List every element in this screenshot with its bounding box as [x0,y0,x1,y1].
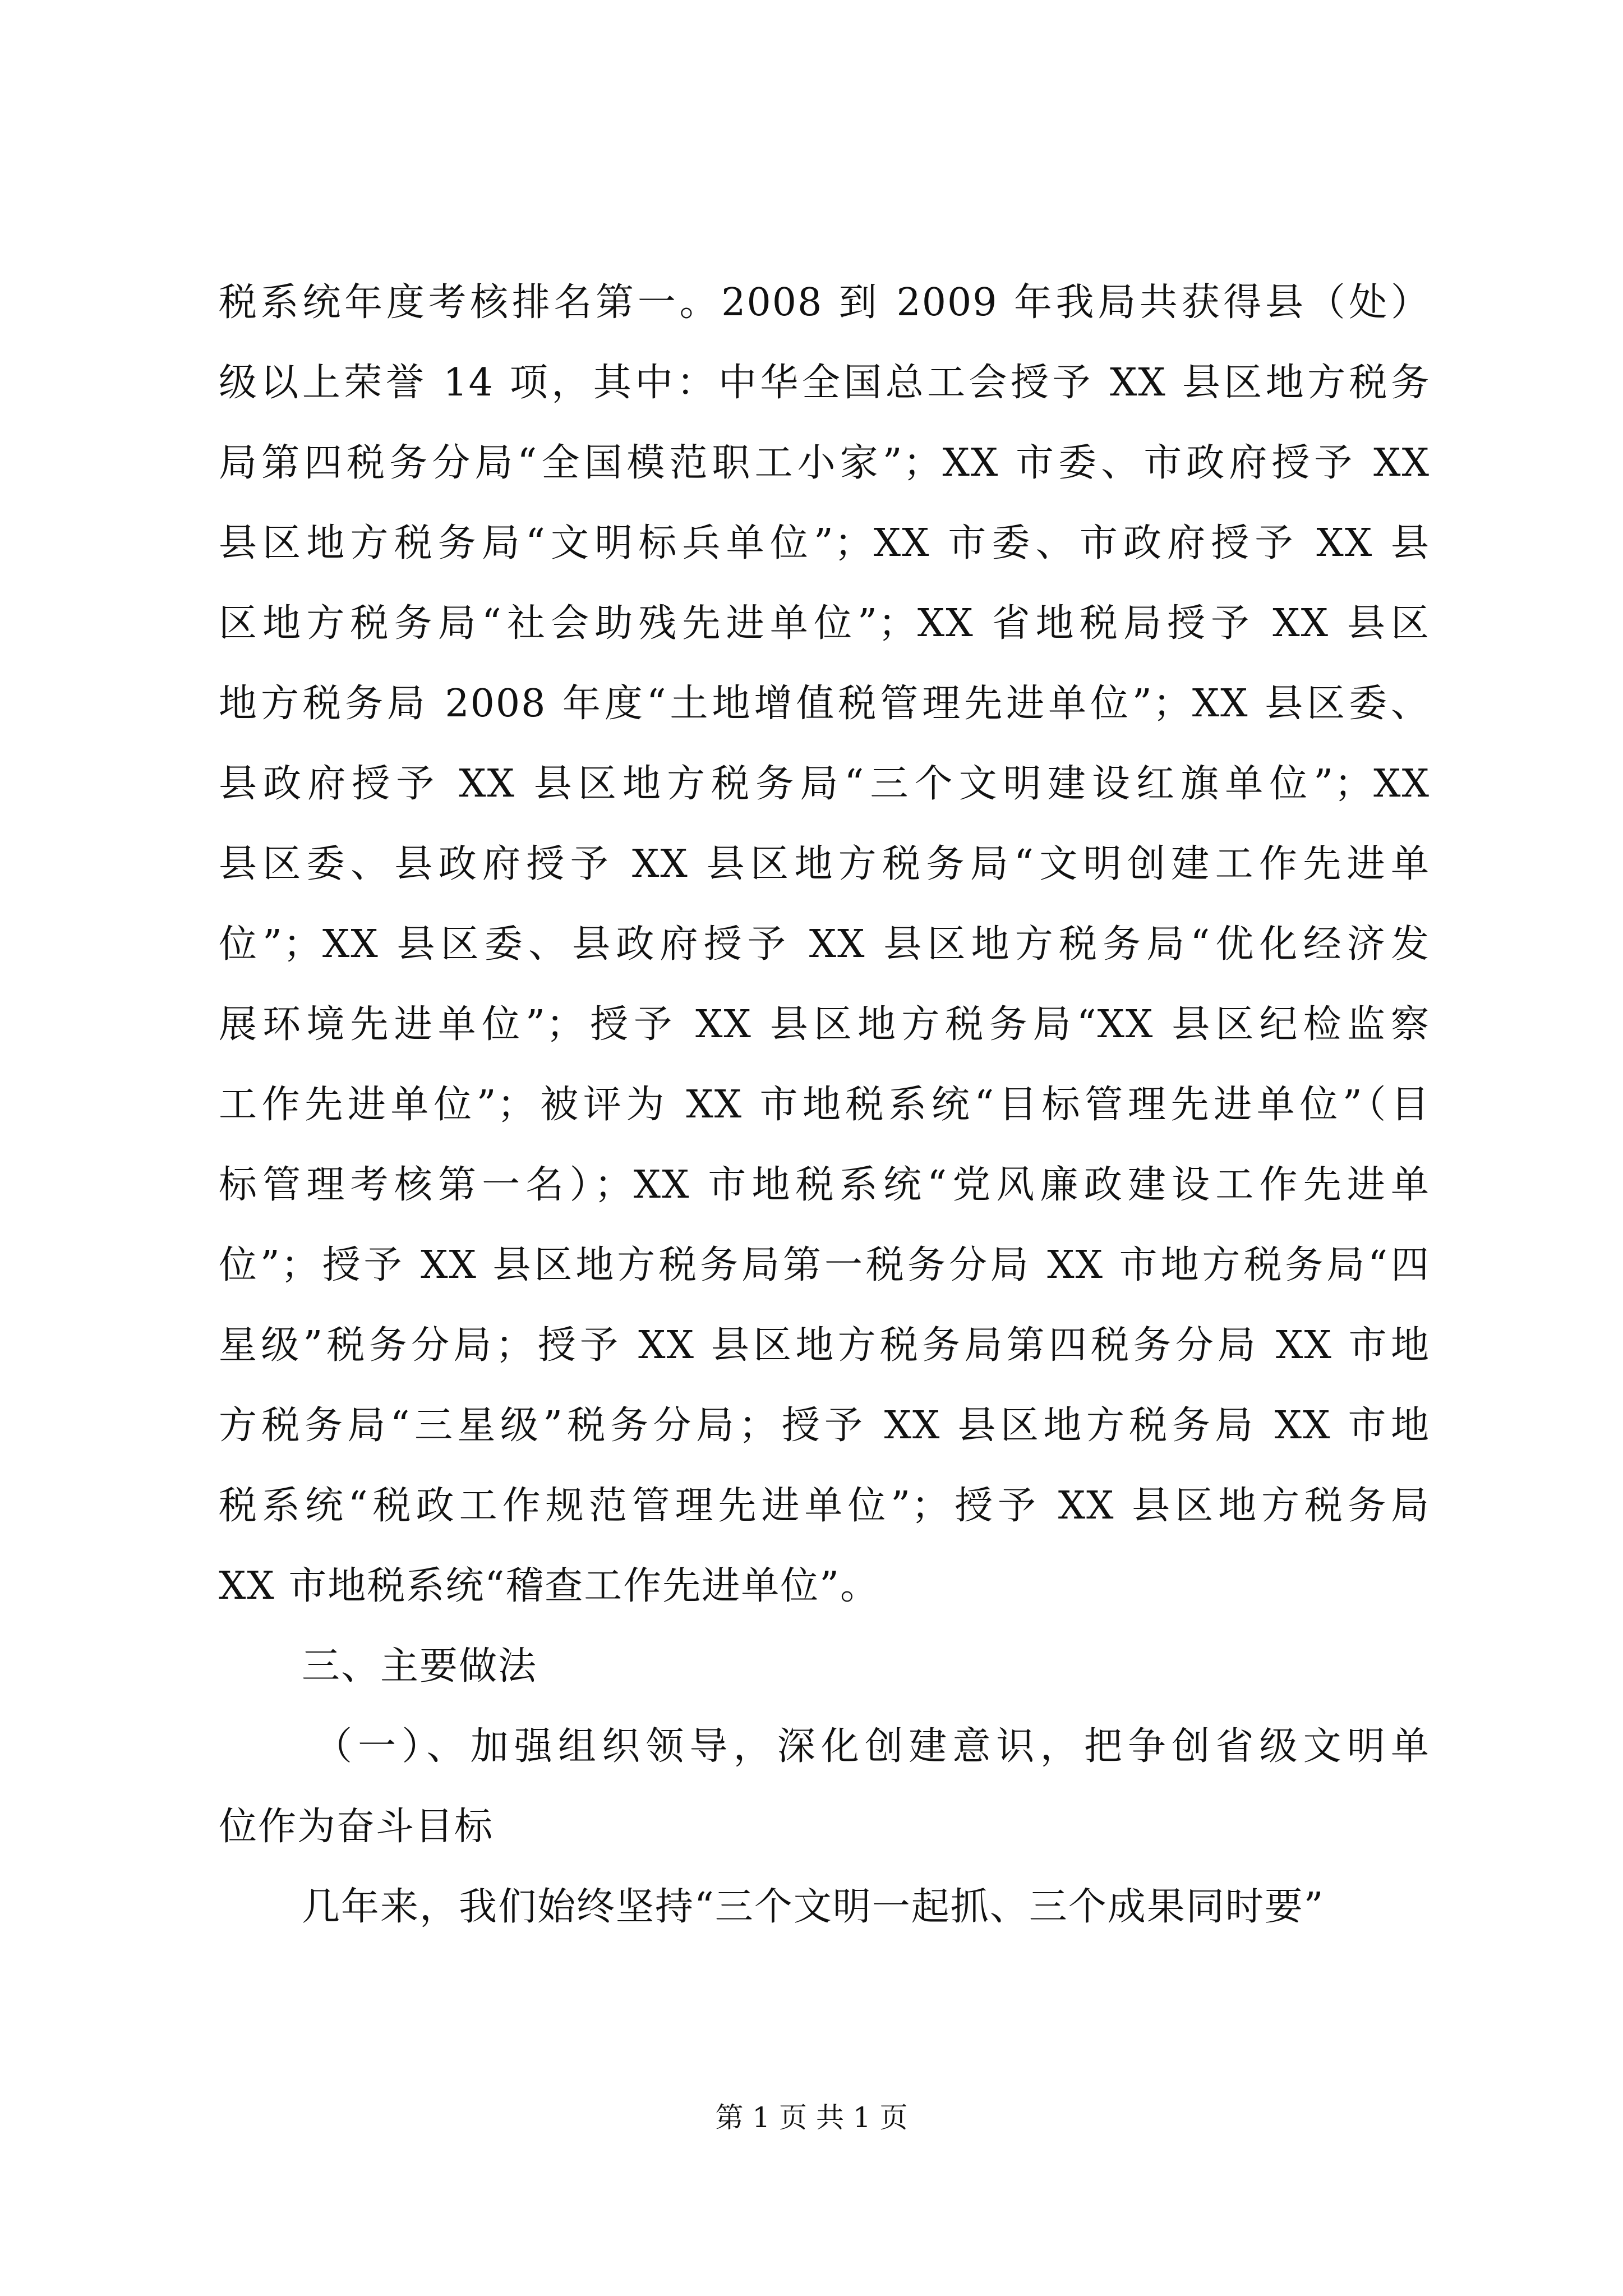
text-line: 级以上荣誉 14 项，其中：中华全国总工会授予 XX 县区地方税务 [219,361,1430,405]
text-line: 县区地方税务局“文明标兵单位”；XX 市委、市政府授予 XX 县 [219,521,1430,565]
text-line: 县区委、县政府授予 XX 县区地方税务局“文明创建工作先进单 [219,842,1430,886]
text-line: 位”；授予 XX 县区地方税务局第一税务分局 XX 市地方税务局“四 [219,1243,1430,1287]
text-line: 工作先进单位”；被评为 XX 市地税系统“目标管理先进单位”（目 [219,1083,1430,1127]
document-body [219,263,1430,1947]
text-line: 县政府授予 XX 县区地方税务局“三个文明建设红旗单位”；XX [219,762,1430,806]
text-line: 方税务局“三星级”税务分局；授予 XX 县区地方税务局 XX 市地 [219,1404,1430,1448]
page-footer: 第 1 页 共 1 页 [715,2101,908,2134]
text-line: 位”；XX 县区委、县政府授予 XX 县区地方税务局“优化经济发 [219,922,1430,967]
text-line: 区地方税务局“社会助残先进单位”；XX 省地税局授予 XX 县区 [219,601,1430,646]
text-line: 星级”税务分局；授予 XX 县区地方税务局第四税务分局 XX 市地 [219,1323,1430,1368]
text-line: 展环境先进单位”；授予 XX 县区地方税务局“XX 县区纪检监察 [219,1002,1430,1047]
text-line: 税系统“税政工作规范管理先进单位”；授予 XX 县区地方税务局 [219,1484,1430,1528]
subheading-line: 位作为奋斗目标 [219,1805,494,1849]
subheading-line: （一）、加强组织领导，深化创建意识，把争创省级文明单 [314,1724,1430,1769]
text-line: 税系统年度考核排名第一。2008 到 2009 年我局共获得县（处） [219,280,1430,325]
paragraph-start-line: 几年来，我们始终坚持“三个文明一起抓、三个成果同时要” [302,1885,1325,1929]
text-line: 局第四税务分局“全国模范职工小家”；XX 市委、市政府授予 XX [219,441,1430,485]
text-line: XX 市地税系统“稽查工作先进单位”。 [219,1564,879,1608]
section-heading: 三、主要做法 [302,1644,538,1688]
text-line: 标管理考核第一名）；XX 市地税系统“党风廉政建设工作先进单 [219,1163,1430,1207]
text-line: 地方税务局 2008 年度“土地增值税管理先进单位”；XX 县区委、 [219,682,1430,726]
